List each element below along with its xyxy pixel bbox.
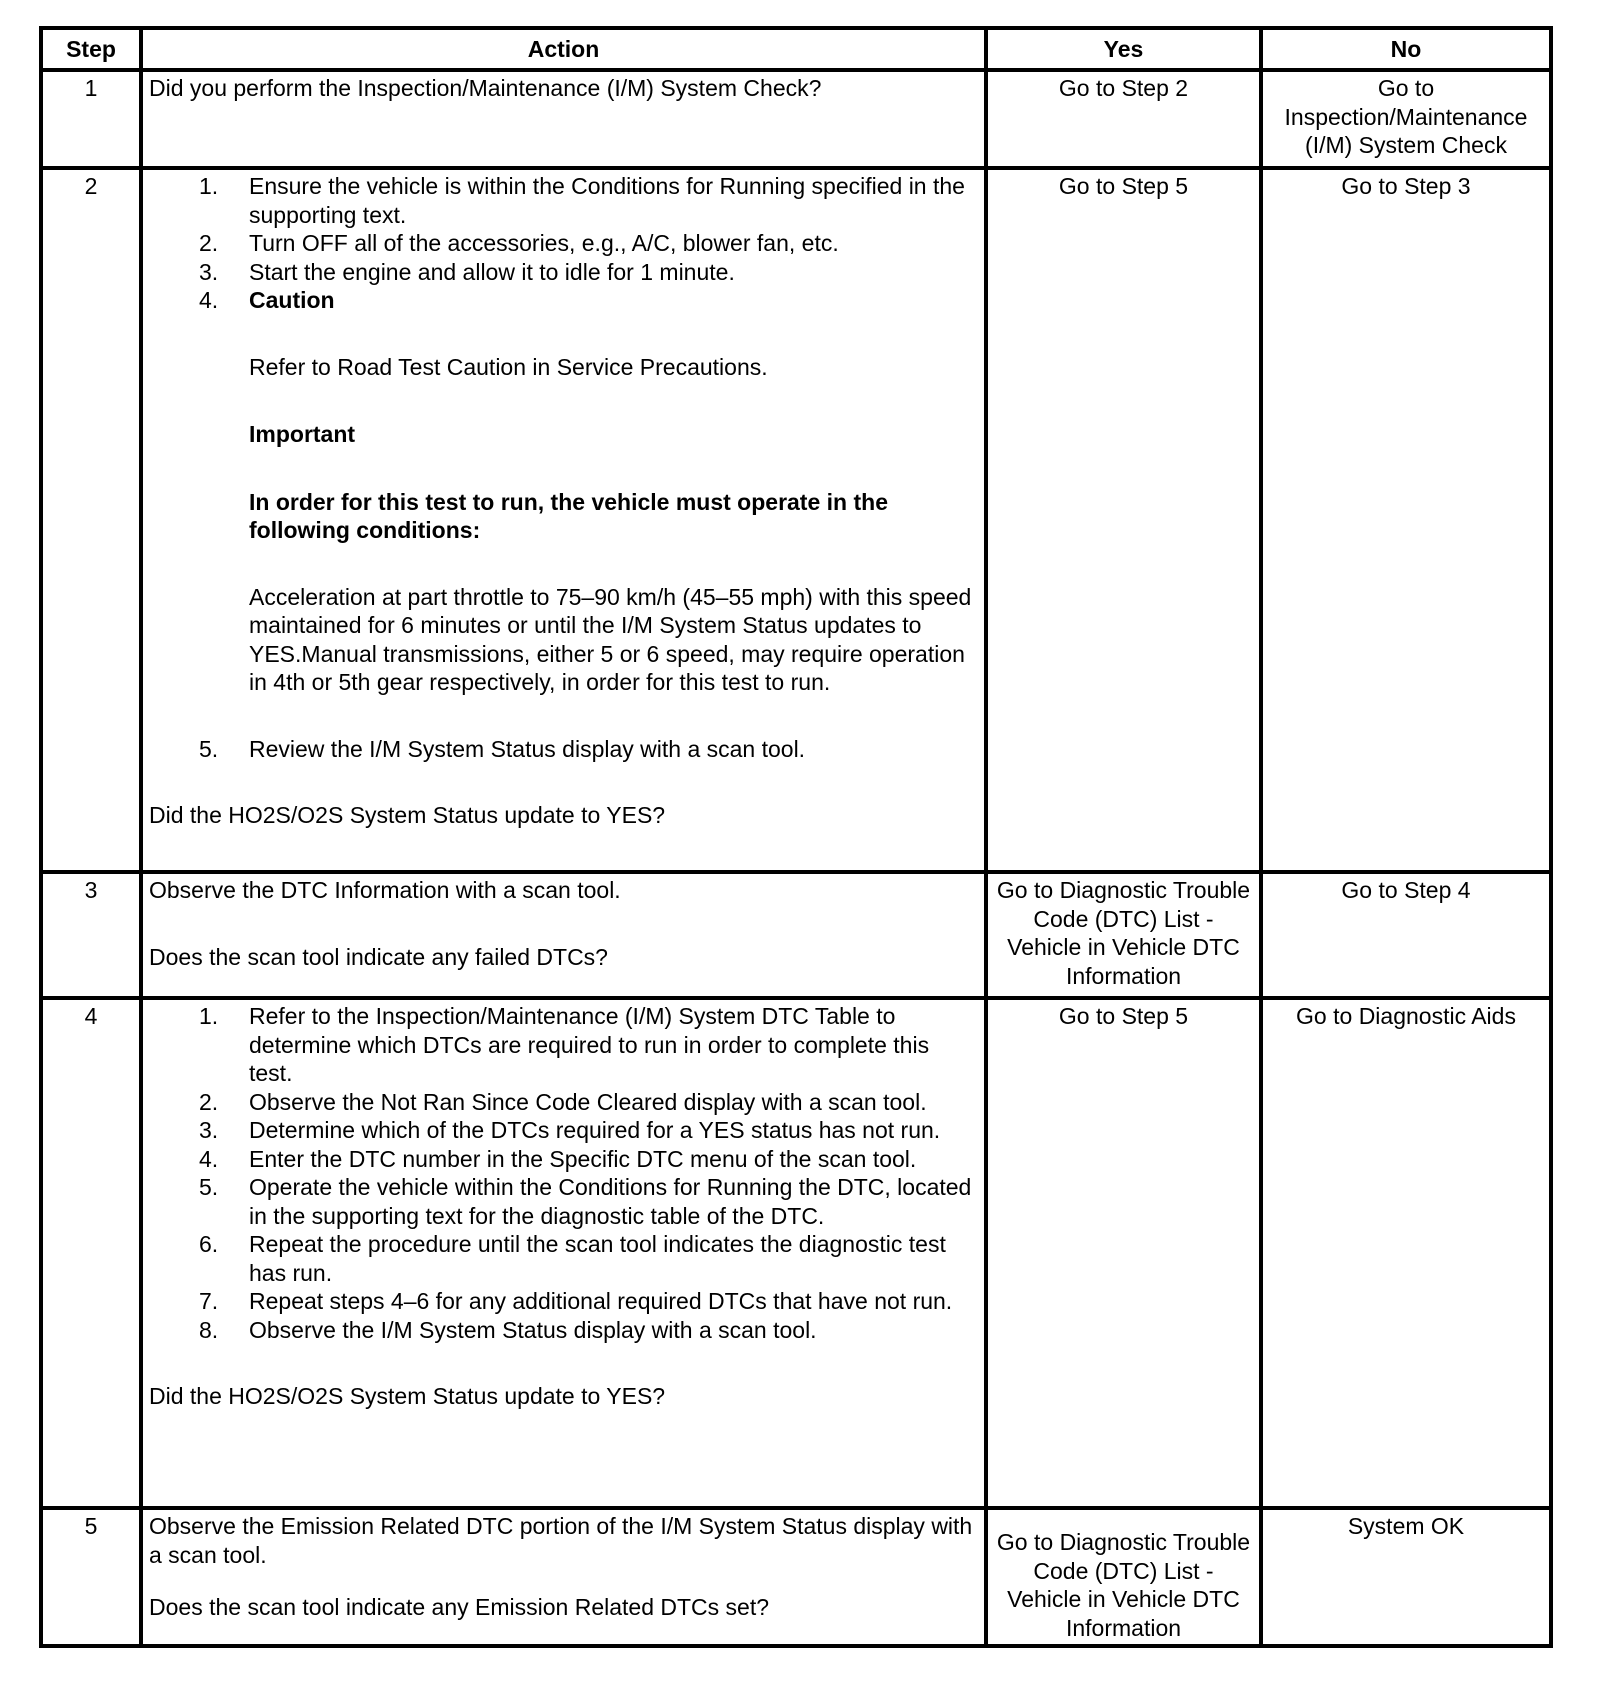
header-row — [41, 28, 1551, 70]
step-number: 2 — [41, 168, 141, 872]
important-text: In order for this test to run, the vehicle must operate in the following conditions: — [249, 488, 888, 543]
list-item: 8. Observe the I/M System Status display with a scan tool. — [199, 1316, 817, 1343]
yes-cell[interactable]: Go to Step 5 — [986, 998, 1261, 1508]
procedure-list — [149, 172, 978, 763]
list-item: 1. Ensure the vehicle is within the Conditions for Running specified in the supporting text. — [199, 173, 965, 228]
list-item: 6. Repeat the procedure until the scan tool indicates the diagnostic test has run. — [199, 1231, 946, 1286]
step-number: 5 — [41, 1508, 141, 1646]
header-step: Step — [41, 28, 141, 70]
no-cell[interactable]: Go to Step 4 — [1261, 872, 1551, 998]
no-cell[interactable]: Go to Step 3 — [1261, 168, 1551, 872]
table-row — [41, 168, 1551, 872]
yes-cell[interactable]: Go to Step 2 — [986, 70, 1261, 168]
conditions-text: Acceleration at part throttle to 75–90 km/h (45–55 mph) with this speed maintained for 6 minutes or until the I/M System Status updates to YES.Manual transmissions, either 5 or 6 speed, may require operation in 4th or 5th gear respectively, in order for this test to run. — [249, 583, 972, 695]
action-cell — [141, 998, 986, 1508]
action-cell — [141, 1508, 986, 1646]
header-no: No — [1261, 28, 1551, 70]
action-cell — [141, 168, 986, 872]
step-number: 4 — [41, 998, 141, 1508]
step-question: Does the scan tool indicate any Emission Related DTCs set? — [149, 1594, 770, 1620]
table-row — [41, 70, 1551, 168]
table-row — [41, 872, 1551, 998]
action-cell — [141, 70, 986, 168]
header-yes: Yes — [986, 28, 1261, 70]
important-label: Important — [249, 421, 356, 447]
step-number: 1 — [41, 70, 141, 168]
list-item: 5. Operate the vehicle within the Conditions for Running the DTC, located in the supporting text for the diagnostic table of the DTC. — [199, 1174, 972, 1229]
list-item: 7. Repeat steps 4–6 for any additional required DTCs that have not run. — [199, 1288, 953, 1314]
yes-cell[interactable]: Go to Step 5 — [986, 168, 1261, 872]
step-number: 3 — [41, 872, 141, 998]
list-item: 3. Start the engine and allow it to idle for 1 minute. — [199, 258, 735, 285]
list-item: 4. Caution Refer to Road Test Caution in Service Precautions. Important In order for this test to run, the vehicle must operate in the following conditions: Acceleration at part throttle to 75–90 km/h (45–55 mph) with this speed maintained for 6 minutes or until the I/M System Status updates to YES.Manual transmissions, either 5 or 6 speed, may require operation in 4th or 5th gear respectively, in order for this test to run. — [199, 286, 978, 735]
step-question: Did the HO2S/O2S System Status update to YES? — [149, 802, 666, 828]
header-action: Action — [141, 28, 986, 70]
diagnostic-table — [39, 26, 1553, 1648]
yes-cell[interactable]: Go to Diagnostic Trouble Code (DTC) List - Vehicle in Vehicle DTC Information — [986, 872, 1261, 998]
caution-label: Caution — [249, 287, 335, 313]
list-item: 1. Refer to the Inspection/Maintenance (I/M) System DTC Table to determine which DTCs are required to run in order to complete this test. — [199, 1003, 930, 1086]
no-cell[interactable]: Go to Inspection/Maintenance (I/M) System Check — [1261, 70, 1551, 168]
list-item: 5. Review the I/M System Status display with a scan tool. — [199, 735, 806, 762]
table-row — [41, 998, 1551, 1508]
action-cell — [141, 872, 986, 998]
list-item: 2. Turn OFF all of the accessories, e.g., A/C, blower fan, etc. — [199, 230, 839, 256]
no-cell[interactable]: System OK — [1261, 1508, 1551, 1646]
table-row — [41, 1508, 1551, 1646]
no-cell[interactable]: Go to Diagnostic Aids — [1261, 998, 1551, 1508]
list-item: 2. Observe the Not Ran Since Code Cleared display with a scan tool. — [199, 1088, 927, 1115]
procedure-list — [149, 1002, 978, 1344]
list-item: 3. Determine which of the DTCs required for a YES status has not run. — [199, 1117, 941, 1143]
step-action: Observe the DTC Information with a scan tool. — [149, 877, 621, 903]
yes-cell[interactable]: Go to Diagnostic Trouble Code (DTC) List - Vehicle in Vehicle DTC Information — [986, 1508, 1261, 1646]
caution-text: Refer to Road Test Caution in Service Precautions. — [249, 353, 768, 380]
step-question: Does the scan tool indicate any failed DTCs? — [149, 943, 608, 970]
step-question: Did the HO2S/O2S System Status update to YES? — [149, 1383, 666, 1409]
step-question: Did you perform the Inspection/Maintenance (I/M) System Check? — [149, 75, 822, 101]
step-action: Observe the Emission Related DTC portion of the I/M System Status display with a scan tool. — [149, 1513, 973, 1568]
list-item: 4. Enter the DTC number in the Specific DTC menu of the scan tool. — [199, 1145, 917, 1172]
